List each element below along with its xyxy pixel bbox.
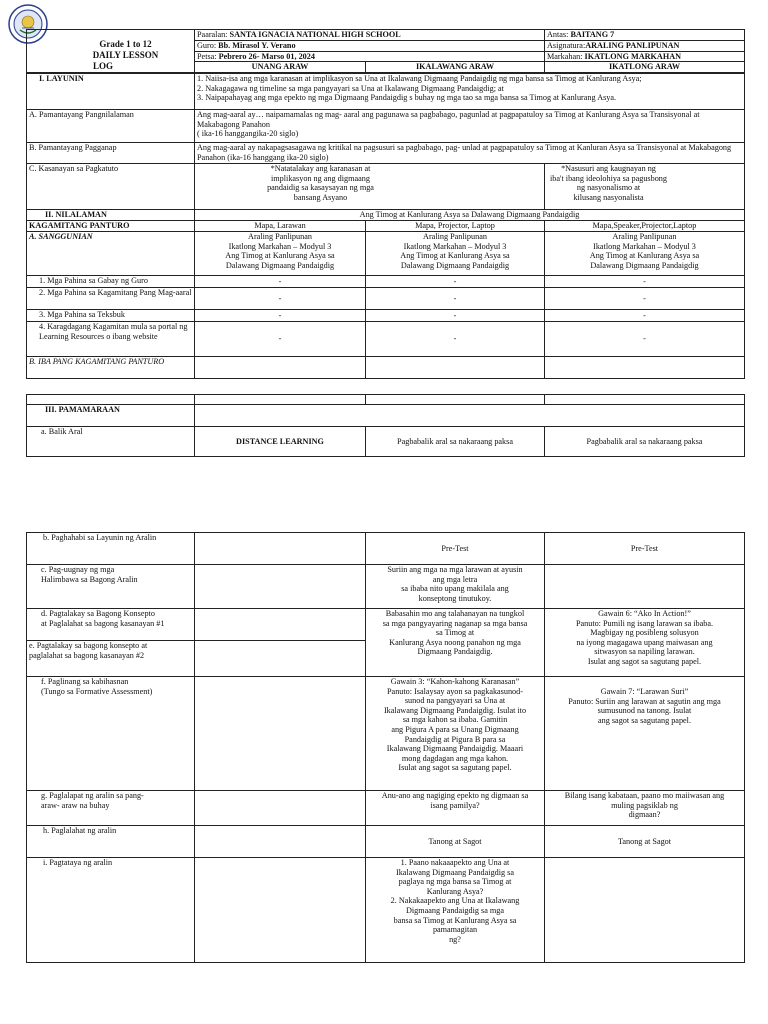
kasanayan-left-1: *Natatalakay ang karanasan at	[270, 164, 371, 173]
balik-aral-day-2: Pagbabalik aral sa nakaraang paksa	[366, 427, 545, 457]
kasanayan-left-2: implikasyon ng ang digmaang	[271, 173, 370, 183]
sanggunian-d1-line-3: Ang Timog at Kanlurang Asya sa	[225, 251, 335, 261]
pagtalakay-2-day-1	[195, 641, 366, 677]
paglinang-d3-line-3: sumusunod na tanong. Isulat	[597, 706, 692, 716]
resource-row-1-day-2: -	[366, 276, 545, 288]
day-2-header: IKALAWANG ARAW	[366, 62, 545, 73]
balik-aral-label: a. Balik Aral	[27, 427, 195, 457]
layunin-item-1: 1. Naiisa-isa ang mga karanasan at implikasyon sa Una at Ikalawang Digmaang Pandaigdig ng mga bansa sa Timog at Kanlurang Asya;	[197, 74, 642, 83]
pag-uugnay-d2-line-4: konseptong tinutukoy.	[418, 593, 492, 603]
sanggunian-d1-line-2: Ikatlong Markahan – Modyul 3	[228, 241, 332, 251]
paglinang-d2-line-4: Ikalawang Digmaang Pandaigdig. Isulat ito	[383, 705, 527, 715]
sanggunian-day-1	[195, 232, 366, 276]
sanggunian-day-3	[545, 232, 745, 276]
kagamitan-day-3: Mapa,Speaker,Projector,Laptop	[545, 221, 745, 232]
pagtalakay-d3-line-5: sitwasyon sa napiling larawan.	[594, 647, 695, 657]
paglinang-label-2: (Tungo sa Formative Assessment)	[41, 686, 153, 696]
date-cell	[195, 51, 545, 62]
pagtataya-label: i. Pagtataya ng aralin	[27, 858, 195, 963]
pag-uugnay-d2-line-2: ang mga letra	[432, 574, 478, 584]
resource-row-3-day-1: -	[195, 310, 366, 322]
resource-row-3-day-3: -	[545, 310, 745, 322]
paglinang-day-3	[545, 677, 745, 791]
sanggunian-d1-line-1: Araling Panlipunan	[248, 232, 312, 241]
pagtataya-day-1	[195, 858, 366, 963]
dll-title-line-1: Grade 1 to 12	[99, 39, 152, 49]
pagtalakay-d3-line-4: na iyong magagawa upang maiwasan ang	[576, 637, 713, 647]
paglalapat-day-1	[195, 791, 366, 826]
iba-pang-kagamitan-label: B. IBA PANG KAGAMITANG PANTURO	[27, 357, 195, 379]
pamamaraan-content	[195, 405, 745, 427]
pag-uugnay-day-2	[366, 565, 545, 609]
paglinang-d3-line-4: ang sagot sa sagutang papel.	[598, 715, 691, 725]
pag-uugnay-label-2: Halimbawa sa Bagong Aralin	[41, 574, 138, 584]
pag-uugnay-d2-line-1: Suriin ang mga na mga larawan at ayusin	[387, 565, 523, 574]
paglinang-day-1	[195, 677, 366, 791]
resource-row-1-day-1: -	[195, 276, 366, 288]
sanggunian-d2-line-1: Araling Panlipunan	[423, 232, 487, 241]
paglinang-label-1: f. Paglinang sa kabihasnan	[41, 677, 129, 686]
layunin-item-2: 2. Nakagagawa ng timeline sa mga pangyayari sa Una at Ikalawang Digmaang Pandaigdig; at	[197, 83, 504, 93]
dll-title-cell	[27, 30, 195, 73]
resource-row-4-day-2: -	[366, 322, 545, 357]
pagtalakay-d2-line-2: sa mga pangyayaring naganap sa mga bansa	[382, 618, 528, 628]
dll-title-line-2: DAILY LESSON	[92, 50, 159, 60]
pagtalakay-d3-line-1: Gawain 6: “Ako In Action!”	[598, 609, 691, 618]
pagtataya-d2-line-6: Digmaang Pandaigdig sa mga	[405, 905, 504, 915]
sanggunian-d2-line-2: Ikatlong Markahan – Modyul 3	[403, 241, 507, 251]
quarter-cell	[545, 51, 745, 62]
kasanayan-left-3: pandaidig sa kasaysayan ng mga	[267, 183, 374, 193]
teacher-cell	[195, 40, 545, 51]
grade-label: Antas:	[547, 30, 571, 39]
pag-uugnay-label-1: c. Pag-uugnay ng mga	[41, 565, 115, 574]
sanggunian-d1-line-4: Dalawang Digmaang Pandaigdig	[225, 260, 335, 270]
pagtalakay-day-2	[366, 609, 545, 677]
pamamaraan-spacer-4	[545, 395, 745, 405]
pagtalakay-2-label-2: paglalahat sa bagong kasanayan #2	[29, 650, 145, 660]
date-label: Petsa:	[197, 51, 219, 61]
paglinang-d3-line-2: Panuto: Suriin ang larawan at sagutin ang mga	[568, 696, 721, 706]
sanggunian-d3-line-2: Ikatlong Markahan – Modyul 3	[593, 241, 696, 251]
pag-uugnay-d2-line-3: sa ibaba nito upang makilala ang	[401, 584, 509, 594]
header-table	[26, 29, 745, 73]
pangnilalaman-text-2: ( ika-16 hanggangika-20 siglo)	[197, 129, 299, 139]
pag-uugnay-day-1	[195, 565, 366, 609]
paglinang-d2-line-10: Isulat ang sagot sa sagutang papel.	[398, 763, 512, 773]
paglalapat-label-2: araw- araw na buhay	[41, 800, 110, 810]
school-cell	[195, 30, 545, 41]
pamamaraan-spacer-1	[27, 395, 195, 405]
paglinang-d2-line-1: Gawain 3: “Kahon-kahong Karanasan”	[390, 677, 520, 686]
pamantayang-pagganap-content: Ang mag-aaral ay nakapagsasagawa ng kritikal na pagsusuri sa pagbabago, pag- unlad at pagpapatuloy sa Timog at Kanluran Asya sa Transisyonal at Makabagong Panahon (ika-16 hanggang ika-20 siglo)	[195, 143, 745, 164]
resource-row-2-day-2: -	[366, 288, 545, 310]
pagtataya-d2-line-1: 1. Paano nakaaapekto ang Una at	[400, 858, 510, 867]
kasanayan-left	[195, 164, 545, 210]
paglinang-label	[27, 677, 195, 791]
paglinang-d2-line-3: sunod na pangyayari sa Una at	[404, 696, 506, 706]
kagamitan-day-2: Mapa, Projector, Laptop	[366, 221, 545, 232]
pamantayang-pangnilalaman-label: A. Pamantayang Pangnilalaman	[27, 110, 195, 143]
pagtalakay-d2-line-4: Kanlurang Asya noong panahon ng mga	[389, 637, 521, 647]
paglinang-d2-line-6: ang Pigura A para sa Unang Digmaang	[391, 724, 519, 734]
paglalapat-d2-line-1: Anu-ano ang nagiging epekto ng digmaan sa	[381, 791, 529, 800]
balik-aral-day-1: DISTANCE LEARNING	[195, 427, 366, 457]
layunin-item-3: 3. Naipapahayag ang mga epekto ng mga Digmaang Pandaigdig s buhay ng mga tao sa mga bansa sa Timog at Kanlurang Asya.	[197, 93, 617, 103]
quarter-value: IKATLONG MARKAHAN	[584, 51, 682, 61]
pagtalakay-d3-line-6: Isulat ang sagot sa sagutang papel.	[587, 656, 702, 666]
pagtataya-d2-line-7: bansa sa Timog at Kanlurang Asya sa	[393, 915, 517, 925]
pagtataya-d2-line-2: Ikalawang Digmaang Pandaigdig sa	[395, 867, 514, 877]
school-name: SANTA IGNACIA NATIONAL HIGH SCHOOL	[229, 30, 401, 39]
paglinang-d3-line-1: Gawain 7: “Larawan Suri”	[600, 687, 689, 696]
lesson-table-part-1	[26, 73, 745, 379]
paglalahat-day-3: Tanong at Sagot	[545, 826, 745, 858]
paglalapat-day-2	[366, 791, 545, 826]
balik-aral-day-3: Pagbabalik aral sa nakaraang paksa	[545, 427, 745, 457]
lesson-table-part-2	[26, 532, 745, 963]
pagtataya-day-3	[545, 858, 745, 963]
paglalapat-d3-line-1: Bilang isang kabataan, paano mo maiiwasan ang	[564, 791, 725, 800]
kasanayan-right-1: *Nasusuri ang kaugnayan ng	[561, 164, 656, 173]
pamantayang-pangnilalaman-content	[195, 110, 745, 143]
grade-value: BAITANG 7	[570, 30, 615, 39]
paglinang-d2-line-9: mong dagdagan ang mga kahon.	[401, 753, 509, 763]
day-3-header: IKATLONG ARAW	[545, 62, 745, 73]
subject-value: ARALING PANLIPUNAN	[585, 40, 680, 50]
paglalapat-d3-line-3: digmaan?	[628, 810, 661, 820]
subject-label: Asignatura:	[547, 40, 586, 50]
sanggunian-d3-line-4: Dalawang Digmaang Pandaigdig	[590, 260, 699, 270]
pagtalakay-2-label-1: e. Pagtalakay sa bagong konsepto at	[29, 641, 148, 650]
resource-row-3-day-2: -	[366, 310, 545, 322]
sanggunian-d3-line-1: Araling Panlipunan	[612, 232, 677, 241]
paglalapat-d2-line-2: isang pamilya?	[430, 800, 480, 810]
iba-pang-day-3	[545, 357, 745, 379]
pamamaraan-table	[26, 394, 745, 457]
pagtalakay-1-label-1: d. Pagtalakay sa Bagong Konsepto	[41, 609, 155, 618]
pagtalakay-d2-line-3: sa Timog at	[435, 628, 475, 638]
school-label: Paaralan:	[197, 30, 230, 39]
resource-row-4-day-1: -	[195, 322, 366, 357]
subject-cell	[545, 40, 745, 51]
pagtataya-d2-line-5: 2. Nakakaapekto ang Una at Ikalawang	[390, 896, 520, 906]
pamamaraan-label: III. PAMAMARAAN	[27, 405, 195, 427]
date-value: Pebrero 26- Marso 01, 2024	[218, 51, 315, 61]
pagtalakay-d3-line-3: Magbigay ng posibleng solusyon	[590, 628, 699, 638]
paglalapat-day-3	[545, 791, 745, 826]
resource-row-2-label: 2. Mga Pahina sa Kagamitang Pang Mag-aaral	[27, 288, 195, 310]
paglalapat-label-1: g. Paglalapat ng aralin sa pang-	[41, 791, 144, 800]
sanggunian-d2-line-4: Dalawang Digmaang Pandaigdig	[400, 260, 510, 270]
paglalapat-label	[27, 791, 195, 826]
paglinang-d2-line-7: Pandaigdig at Pigura B para sa	[404, 734, 506, 744]
kagamitang-panturo-label: KAGAMITANG PANTURO	[27, 221, 195, 232]
resource-row-4-day-3: -	[545, 322, 745, 357]
quarter-label: Markahan:	[547, 51, 585, 61]
pagtalakay-2-label	[27, 641, 195, 677]
pagtalakay-1-day-1	[195, 609, 366, 641]
paglinang-d2-line-2: Panuto: Isalaysay ayon sa pagkakasunod-	[387, 686, 523, 696]
kasanayan-right-3: ng nasyonalismo at	[576, 183, 641, 193]
resource-row-3-label: 3. Mga Pahina sa Teksbuk	[27, 310, 195, 322]
paglinang-day-2	[366, 677, 545, 791]
paghahabi-day-3: Pre-Test	[545, 533, 745, 565]
paglalahat-day-1	[195, 826, 366, 858]
kasanayan-label: C. Kasanayan sa Pagkatuto	[27, 164, 195, 210]
sanggunian-day-2	[366, 232, 545, 276]
pagtalakay-d2-line-5: Digmaang Pandaigdig.	[417, 647, 493, 657]
paglalapat-d3-line-2: muling pagsiklab ng	[611, 800, 678, 810]
iba-pang-day-2	[366, 357, 545, 379]
paglalahat-day-2: Tanong at Sagot	[366, 826, 545, 858]
pagtataya-day-2	[366, 858, 545, 963]
resource-row-4-label: 4. Karagdagang Kagamitan mula sa portal ng Learning Resources o ibang website	[27, 322, 195, 357]
paglinang-d2-line-5: sa mga kahon sa ibaba. Gamitin	[402, 715, 508, 725]
resource-row-1-label: 1. Mga Pahina sa Gabay ng Guro	[27, 276, 195, 288]
paglinang-d2-line-8: Ikalawang Digmaang Pandaigdig. Maaari	[386, 744, 524, 754]
layunin-label: I. LAYUNIN	[27, 74, 195, 110]
resource-row-2-day-3: -	[545, 288, 745, 310]
paghahabi-label: b. Paghahabi sa Layunin ng Aralin	[27, 533, 195, 565]
kasanayan-left-4: bansang Asyano	[293, 192, 348, 202]
paghahabi-day-2: Pre-Test	[366, 533, 545, 565]
nilalaman-content: Ang Timog at Kanlurang Asya sa Dalawang Digmaang Pandaigdig	[195, 210, 745, 221]
pamantayang-pagganap-label: B. Pamantayang Pagganap	[27, 143, 195, 164]
pagtalakay-1-label-2: at Paglalahat sa bagong kasanayan #1	[41, 618, 165, 628]
iba-pang-day-1	[195, 357, 366, 379]
pagtataya-d2-line-8: pamamagitan	[432, 925, 478, 935]
pamamaraan-spacer-3	[366, 395, 545, 405]
kagamitan-day-1: Mapa, Larawan	[195, 221, 366, 232]
kasanayan-right	[545, 164, 745, 210]
dll-title-line-3: LOG	[93, 61, 114, 71]
resource-row-2-day-1: -	[195, 288, 366, 310]
grade-cell	[545, 30, 745, 41]
pangnilalaman-text: Ang mag-aaral ay… naipamamalas ng mag- aaral ang pagunawa sa pagbabago, pagunlad at pagpapatuloy sa Timog at Kanlurang Asya sa Transisyonal at Makabagong Panahon	[197, 110, 700, 129]
pamamaraan-spacer-2	[195, 395, 366, 405]
pag-uugnay-day-3	[545, 565, 745, 609]
day-1-header: UNANG ARAW	[195, 62, 366, 73]
pagtalakay-d3-line-2: Panuto: Pumili ng isang larawan sa ibaba.	[575, 618, 714, 628]
paglalahat-label: h. Paglalahat ng aralin	[27, 826, 195, 858]
resource-row-1-day-3: -	[545, 276, 745, 288]
pagtalakay-1-label	[27, 609, 195, 641]
sanggunian-d2-line-3: Ang Timog at Kanlurang Asya sa	[400, 251, 510, 261]
layunin-content	[195, 74, 745, 110]
paghahabi-day-1	[195, 533, 366, 565]
nilalaman-label: II. NILALAMAN	[27, 210, 195, 221]
sanggunian-d3-line-3: Ang Timog at Kanlurang Asya sa	[589, 251, 700, 261]
teacher-label: Guro:	[197, 40, 219, 50]
pag-uugnay-label	[27, 565, 195, 609]
kasanayan-right-4: kilusang nasyonalista	[573, 192, 644, 202]
pagtalakay-day-3	[545, 609, 745, 677]
sanggunian-label: A. SANGGUNIAN	[27, 232, 195, 276]
pagtataya-d2-line-3: paglaya ng mga bansa sa Timog at	[398, 877, 512, 887]
teacher-name: Bb. Mirasol Y. Verano	[218, 40, 296, 50]
pagtataya-d2-line-4: Kanlurang Asya?	[426, 886, 484, 896]
pagtataya-d2-line-9: ng?	[449, 934, 461, 944]
pagtalakay-d2-line-1: Babasahin mo ang talahanayan na tungkol	[385, 609, 525, 618]
kasanayan-right-2: iba't ibang ideolohiya sa pagusbong	[550, 173, 667, 183]
